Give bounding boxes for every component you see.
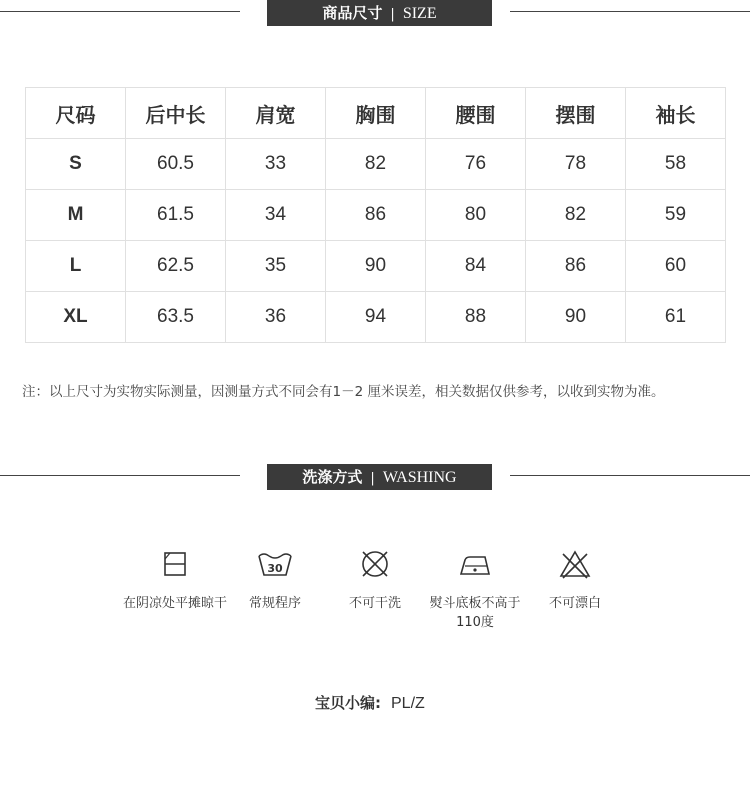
dry-flat-in-shade-icon xyxy=(159,548,191,580)
table-row xyxy=(26,292,726,343)
item-code xyxy=(315,692,425,713)
divider-line xyxy=(510,475,750,476)
care-item xyxy=(520,548,630,613)
table-cell: 60 xyxy=(626,241,726,292)
size-section-title: 商品尺寸 | SIZE xyxy=(267,0,492,26)
wash-section-title: 洗涤方式 | WASHING xyxy=(267,464,492,490)
table-cell: 62.5 xyxy=(126,241,226,292)
header-chest: 胸围 xyxy=(326,88,426,139)
header-shoulder: 肩宽 xyxy=(226,88,326,139)
divider-line xyxy=(0,11,240,12)
table-header-row xyxy=(26,88,726,139)
do-not-bleach-icon xyxy=(557,548,593,580)
table-cell: 63.5 xyxy=(126,292,226,343)
do-not-dry-clean-icon xyxy=(358,548,392,580)
size-table xyxy=(25,87,726,343)
care-label: 在阴凉处平摊晾干 xyxy=(122,596,227,611)
header-waist: 腰围 xyxy=(426,88,526,139)
table-cell: L xyxy=(26,241,126,292)
care-item xyxy=(220,548,330,613)
divider-line xyxy=(510,11,750,12)
table-cell: 90 xyxy=(526,292,626,343)
care-label: 不可漂白 xyxy=(548,596,601,611)
measurement-note: 注：以上尺寸为实物实际测量，因测量方式不同会有1－2 厘米误差，相关数据仅供参考，以收到实物为准。 xyxy=(22,384,665,400)
divider-line xyxy=(0,475,240,476)
table-cell: XL xyxy=(26,292,126,343)
svg-text:30: 30 xyxy=(267,562,283,575)
table-cell: 90 xyxy=(326,241,426,292)
table-cell: M xyxy=(26,190,126,241)
care-label: 不可干洗 xyxy=(348,596,401,611)
care-item xyxy=(320,548,430,613)
wash-section-header xyxy=(0,464,750,490)
item-code-value: PL/Z xyxy=(391,695,425,712)
table-cell: 94 xyxy=(326,292,426,343)
care-item xyxy=(120,548,230,613)
table-cell: 80 xyxy=(426,190,526,241)
iron-low-temp-icon xyxy=(455,548,495,580)
table-cell: 82 xyxy=(326,139,426,190)
size-section-header xyxy=(0,0,750,26)
table-row xyxy=(26,139,726,190)
table-cell: 86 xyxy=(526,241,626,292)
header-back-length: 后中长 xyxy=(126,88,226,139)
header-sleeve: 袖长 xyxy=(626,88,726,139)
table-cell: 60.5 xyxy=(126,139,226,190)
care-instructions xyxy=(0,548,750,638)
table-cell: 36 xyxy=(226,292,326,343)
table-cell: 33 xyxy=(226,139,326,190)
table-cell: S xyxy=(26,139,126,190)
table-cell: 34 xyxy=(226,190,326,241)
table-cell: 78 xyxy=(526,139,626,190)
care-label: 常规程序 xyxy=(248,596,301,611)
table-cell: 61.5 xyxy=(126,190,226,241)
table-cell: 76 xyxy=(426,139,526,190)
table-cell: 61 xyxy=(626,292,726,343)
table-row xyxy=(26,241,726,292)
header-hem: 摆围 xyxy=(526,88,626,139)
table-cell: 35 xyxy=(226,241,326,292)
table-cell: 82 xyxy=(526,190,626,241)
table-cell: 58 xyxy=(626,139,726,190)
item-code-label: 宝贝小编: xyxy=(315,694,381,712)
header-size: 尺码 xyxy=(26,88,126,139)
table-cell: 59 xyxy=(626,190,726,241)
table-cell: 86 xyxy=(326,190,426,241)
table-cell: 84 xyxy=(426,241,526,292)
table-cell: 88 xyxy=(426,292,526,343)
normal-wash-30-icon xyxy=(255,548,295,580)
table-row xyxy=(26,190,726,241)
care-label: 熨斗底板不高于110度 xyxy=(429,596,521,630)
care-item xyxy=(420,548,530,632)
